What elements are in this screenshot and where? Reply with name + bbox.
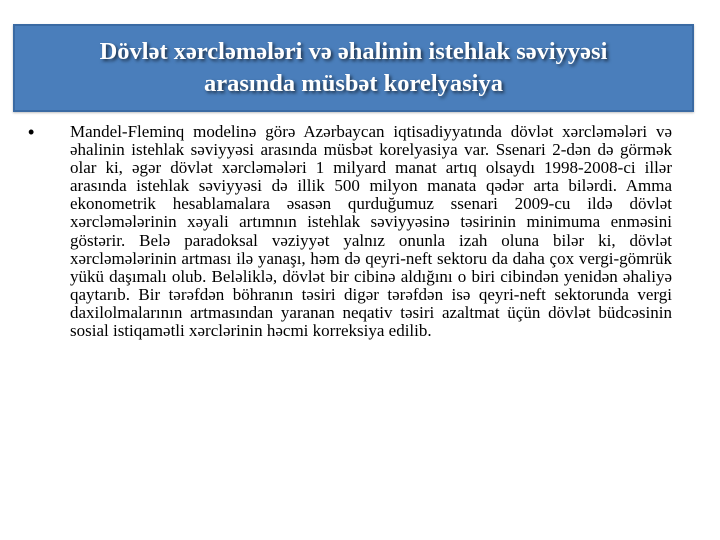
bullet-text: Mandel-Fleminq modelinə görə Azərbaycan iqtisadiyyatında dövlət xərcləmələri və əhalinin istehlak səviyyəsi arasında müsbət korelyasiya var. Ssenari 2-dən də görmək olar ki, əgər dövlət xərcləmələri 1 milyard manat artıq olsaydı 1998-2008-ci illər arasında istehlak səviyyəsi də illik 500 milyon manata qədər arta bilərdi. Amma ekonometrik hesablamalara əsasən qurduğumuz ssenari 2009-cu ildə dövlət xərcləmələrinin xəyali artımnın istehlak səviyyəsinə təsirinin minimuma enməsini göstərir. Belə paradoksal vəziyyət yalnız onunla izah oluna bilər ki, dövlət xərcləmələrinin artması ilə yanaşı, həm də qeyri-neft sektoru da daha çox vergi-gömrük yükü daşımalı olub. Beləliklə, dövlət bir cibinə aldığını o biri cibindən yenidən əhaliyə qaytarıb. Bir tərəfdən böhranın təsiri digər tərəfdən isə qeyri-neft sektorunda vergi daxilolmalarının artmasından yaranan neqativ təsiri azaltmat üçün dövlət büdcəsinin sosial istiqamətli xərclərinin həcmi korreksiya edilib. — [70, 122, 672, 341]
slide-title-line-2: arasında müsbət korelyasiya — [203, 70, 503, 97]
bullet-item — [28, 123, 672, 340]
slide-title-line-1: Dövlət xərcləmələri və əhalinin istehlak səviyyəsi — [99, 38, 608, 65]
slide-title-box — [13, 24, 694, 112]
bullet-marker: • — [28, 122, 35, 142]
slide-content — [28, 123, 672, 340]
slide-title — [80, 36, 628, 100]
